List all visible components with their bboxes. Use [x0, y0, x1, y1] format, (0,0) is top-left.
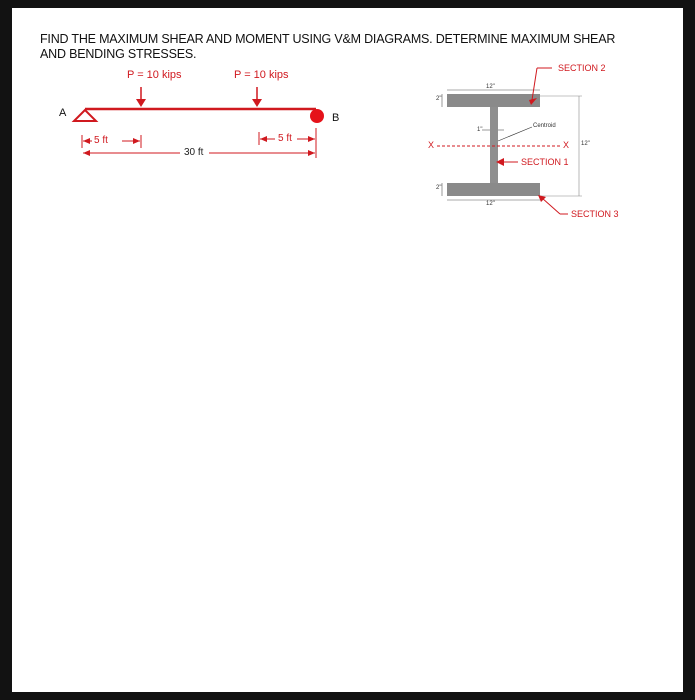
section-1-label: SECTION 1	[521, 157, 569, 167]
total-height-label: 12"	[581, 141, 590, 147]
dim-right-label: 5 ft	[278, 133, 292, 144]
top-flange	[447, 94, 540, 107]
bottom-flange-thickness-label: 2"	[436, 185, 442, 191]
web-thickness-label: 1"	[477, 127, 483, 133]
support-label-b: B	[332, 112, 340, 124]
axis-x-right-label: X	[563, 140, 570, 150]
cross-section-diagram	[12, 8, 683, 692]
dim-span-label: 30 ft	[184, 147, 204, 158]
axis-x-left-label: X	[428, 140, 435, 150]
problem-statement: FIND THE MAXIMUM SHEAR AND MOMENT USING V&M DIAGRAMS. DETERMINE MAXIMUM SHEAR AND BENDING STRESSES.	[40, 32, 616, 61]
section-2-label: SECTION 2	[558, 63, 606, 73]
support-label-a: A	[59, 107, 67, 119]
bottom-flange	[447, 183, 540, 196]
load-label-2: P = 10 kips	[234, 69, 289, 81]
load-label-1: P = 10 kips	[127, 69, 182, 81]
bottom-width-label: 12"	[486, 201, 495, 207]
section-3-label: SECTION 3	[571, 209, 619, 219]
top-width-label: 12"	[486, 84, 495, 90]
top-flange-thickness-label: 2"	[436, 96, 442, 102]
dim-left-label: 5 ft	[94, 135, 108, 146]
page	[12, 8, 683, 692]
centroid-label: Centroid	[533, 123, 556, 129]
web	[490, 107, 498, 183]
